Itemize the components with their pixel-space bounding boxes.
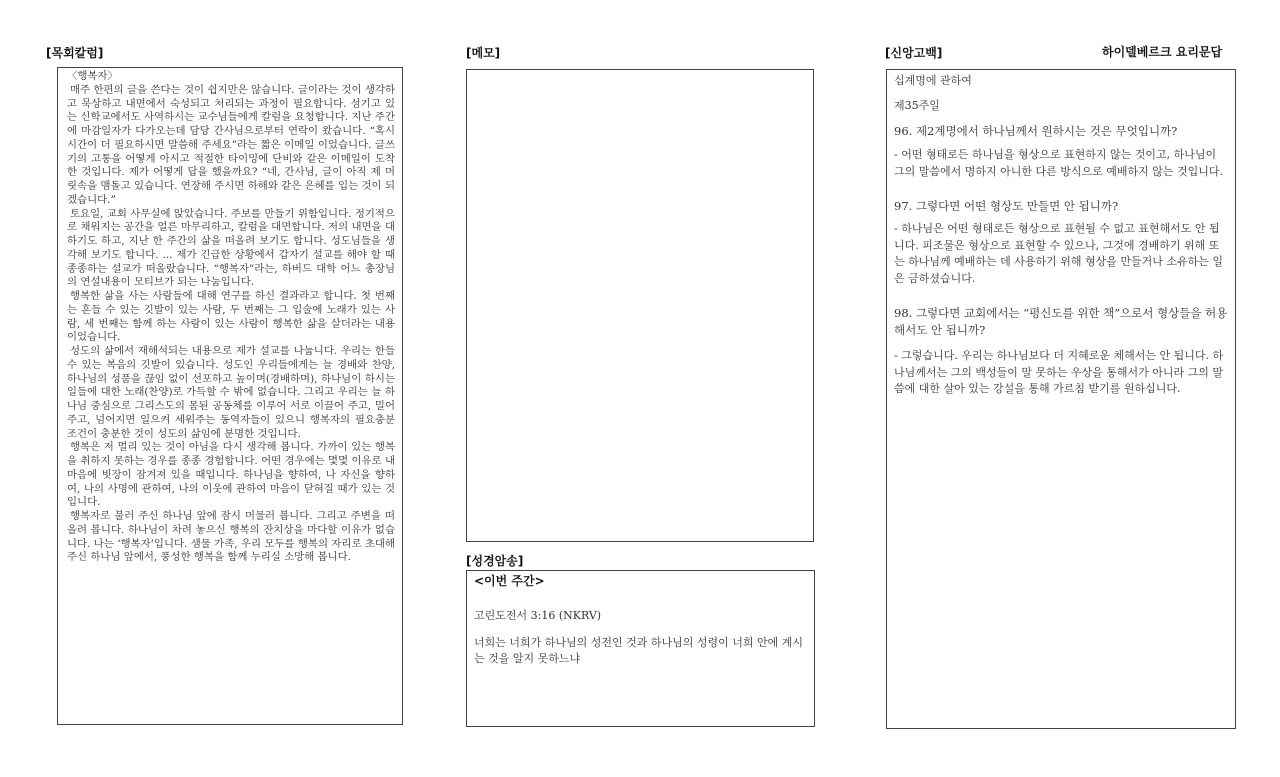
catechism-title: 하이델베르크 요리문답 xyxy=(1102,45,1223,59)
catechism-week: 제35주일 xyxy=(894,98,940,112)
catechism-answer: - 그렇습니다. 우리는 하나님보다 더 지혜로운 체해서는 안 됩니다. 하나님께서는 그의 백성들이 말 못하는 우상을 통해서가 아니라 그의 말씀에 대한 살아 있는 강설을 통해 가르침 받기를 원하십니다. xyxy=(894,349,1224,395)
verse-reference: 고린도전서 3:16 (NKRV) xyxy=(474,609,602,622)
column-paragraph: 행복자로 불러 주신 하나님 앞에 잠시 머물러 봅니다. 그리고 주변을 떠올려 봅니다. 하나님이 차려 놓으신 행복의 잔치상을 마다할 이유가 없습니다. 나는 ‘행복자’입니다. 샘물 가족, 우리 모두를 행복의 자리로 초대해 주신 하나님 앞에서, 풍성한 행복을 함께 누리실 소망해 봅니다. xyxy=(67,510,395,564)
column-paragraph: 매주 한편의 글을 쓴다는 것이 쉽지만은 않습니다. 글이라는 것이 생각하고 묵상하고 내면에서 숙성되고 처리되는 과정이 필요합니다. 섬기고 있는 신학교에서도 사역하시는 교수님들에게 칼럼을 요청합니다. 지난 주간에 마감일자가 다가오는데 담당 간사님으로부터 연락이 왔습니다. “혹시 시간이 더 필요하시면 말씀해 주세요”라는 짧은 이메일 이었습니다. 글쓰기의 고통을 어떻게 아시고 적절한 타이밍에 단비와 같은 이메일이 도착한 것입니다. 제가 어떻게 답을 했을까요? “네, 간사님, 글이 아직 제 머릿속을 맴돌고 있습니다. 연장해 주시면 하해와 같은 은혜를 입는 것이 되겠습니다.” xyxy=(67,83,395,206)
verse-week-label: <이번 주간> xyxy=(474,574,545,588)
column-paragraph: 성도의 삶에서 재해석되는 내용으로 제가 설교를 나눕니다. 우리는 한들 수 있는 복음의 깃발이 있습니다. 성도인 우리들에게는 늘 경배와 찬양, 하나님의 성품을 끊임 없이 선포하고 높이며(경배하며), 하나님이 하시는 일들에 대한 노래(찬양)로 가득할 수 밖에 없습니다. 그리고 우리는 늘 하나님 중심으로 그리스도의 몸된 공동체를 이루어 서로 이끌어 주고, 밀어주고, 넘어지면 일으켜 세워주는 동역자들이 있으니 행복자의 필요충분 조건이 충분한 것이 성도의 삶임에 분명한 것입니다. xyxy=(67,345,395,440)
catechism-answer: - 하나님은 어떤 형태로든 형상으로 표현될 수 없고 표현해서도 안 됩니다. 피조물은 형상으로 표현할 수 있으나, 그것에 경배하기 위해 또는 하나님께 예배하는 데 사용하기 위해 형상을 만들거나 소유하는 일은 금하셨습니다. xyxy=(894,222,1223,285)
confession-title: [신앙고백] xyxy=(885,46,943,60)
catechism-question: 96. 제2계명에서 하나님께서 원하시는 것은 무엇입니까? xyxy=(894,124,1178,138)
confession-box xyxy=(886,69,1236,729)
column-paragraph: 행복한 삶을 사는 사람들에 대해 연구를 하신 결과라고 합니다. 첫 번째는 흔들 수 있는 깃발이 있는 사람, 두 번째는 그 입술에 노래가 있는 사람, 세 번째는 함께 하는 사람이 있는 사람이 행복한 삶을 살더라는 내용이었습니다. xyxy=(67,290,395,344)
catechism-answer: - 어떤 형태로든 하나님을 형상으로 표현하지 않는 것이고, 하나님이 그의 말씀에서 명하지 아니한 다른 방식으로 예배하지 않는 것입니다. xyxy=(894,148,1223,178)
verse-box xyxy=(466,570,815,727)
memo-title: [메모] xyxy=(466,46,501,60)
catechism-question: 98. 그렇다면 교회에서는 “평신도를 위한 책”으로서 형상들을 허용해서도 안 됩니까? xyxy=(894,306,1228,337)
pastoral-column-title: [목회칼럼] xyxy=(46,46,104,60)
memo-box xyxy=(466,69,814,542)
column-paragraph: 토요일, 교회 사무실에 앉았습니다. 주보를 만들기 위함입니다. 정기적으로 채워지는 공간을 얼른 마무리하고, 칼럼을 대면합니다. 저의 내면을 대하기도 하고, 지난 한 주간의 삶을 떠올려 보기도 합니다. 성도님들을 생각해 보기도 합니다. ... 제가 긴급한 상황에서 갑자기 설교를 해야 할 때 종종하는 설교가 떠올랐습니다. “행복자”라는, 하버드 대학 어느 총장님의 연설내용이 모티브가 되는 나눔입니다. xyxy=(67,207,395,289)
verse-text: 너희는 너희가 하나님의 성전인 것과 하나님의 성령이 너희 안에 계시는 것을 알지 못하느냐 xyxy=(474,636,803,665)
catechism-topic: 십계명에 관하여 xyxy=(894,74,972,87)
pastoral-column-box xyxy=(57,67,403,725)
column-paragraph: 행복은 저 멀리 있는 것이 아님을 다시 생각해 봅니다. 가까이 있는 행복을 취하지 못하는 경우를 종종 경험합니다. 어떤 경우에는 몇몇 이유로 내 마음에 빗장이 잠겨져 있을 때입니다. 하나님을 향하여, 나 자신을 향하여, 나의 사명에 관하여, 나의 이웃에 관하여 마음이 닫혀질 때가 있는 것입니다. xyxy=(67,441,395,509)
column-heading: 〈행복자〉 xyxy=(67,70,118,82)
catechism-question: 97. 그렇다면 어떤 형상도 만들면 안 됩니까? xyxy=(894,199,1119,213)
verse-memorization-title: [성경암송] xyxy=(466,554,524,568)
